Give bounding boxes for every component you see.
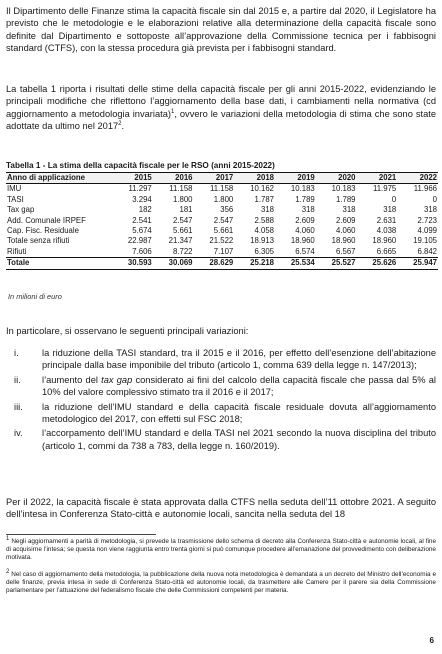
table-cell: 25.527 (316, 258, 357, 269)
fiscal-capacity-table (6, 172, 438, 270)
table-cell: 4.060 (335, 226, 356, 236)
table-cell: 4.058 (254, 226, 274, 236)
list-item-text: la riduzione dell’IMU standard e della capacità fiscale residuale dovuta all’aggiornamento metodologico del 2017, con effetti sul FSC 2018; (42, 401, 436, 425)
table-cell: 3.294 (132, 194, 152, 204)
table-cell: 6.665 (376, 246, 397, 256)
list-item-text: la riduzione della TASI standard, tra il 2015 e il 2016, per effetto dell’esenzione dell’abitazione principale dalla base imponibile del tributo (articolo 1, comma 639 della legge n. 147/2013); (42, 348, 436, 371)
footnote-number: 1 (6, 535, 10, 542)
table-row-cap-fisc-residuale (6, 226, 438, 236)
table-cell: 25.626 (357, 258, 398, 269)
list-item (6, 347, 436, 372)
table-cell: 28.629 (194, 258, 235, 269)
table-cell: 7.606 (132, 246, 152, 256)
list-item-number: i. (14, 348, 19, 358)
table-row-rifiuti (6, 247, 438, 258)
paragraph-table-description-part-b: , ovvero le variazioni della metodologia di stima che sono state adottate da ultimo nel 2017 (6, 108, 436, 132)
footnote-ref-2[interactable]: 2 (118, 121, 122, 128)
paragraph-table-description-part-c: . (121, 121, 125, 132)
table-cell: 6.567 (335, 246, 356, 256)
table-row-add-irpef (6, 216, 438, 226)
table-cell: 6.842 (417, 246, 437, 256)
table-cell: 6.305 (254, 246, 274, 256)
table-cell: 7.107 (213, 246, 234, 256)
table-cell: 18.960 (331, 236, 356, 246)
table-cell: 1.800 (213, 194, 234, 204)
list-item-text: l’accorpamento dell’IMU standard e della TASI nel 2021 secondo la nuova disciplina del tributo (articolo 1, commi da 738 a 783, della legge n. 160/2019). (42, 428, 436, 451)
table-cell: 25.218 (234, 258, 275, 269)
list-item-italic-term: tax gap (101, 374, 133, 385)
table-cell: 10.162 (250, 184, 274, 194)
table-cell: 5.674 (132, 226, 152, 236)
row-label: Add. Comunale IRPEF (7, 215, 86, 225)
table-header-year: 2017 (194, 173, 235, 184)
table-cell: 318 (342, 205, 356, 215)
table-header-year: 2019 (275, 173, 316, 184)
table-cell: 181 (179, 205, 193, 215)
table-cell: 2.547 (213, 215, 234, 225)
table-cell: 11.966 (413, 184, 437, 194)
table-header-year: 2020 (316, 173, 357, 184)
table-cell: 10.183 (331, 184, 356, 194)
paragraph-intro: Il Dipartimento delle Finanze stima la capacità fiscale sin dal 2015 e, a partire dal 2020, il Legislatore ha previsto che le metodologie e le elaborazioni relative alla determinazione della capacità fiscale sono definite dal Dipartimento e sottoposte all’approvazione della Commissione tecnica per i fabbisogni standard (CTFS), con la stessa procedura già prevista per i fabbisogni standard. (6, 6, 436, 54)
table-cell: 10.183 (290, 184, 315, 194)
table-cell: 19.105 (413, 236, 437, 246)
table-cell: 2.588 (254, 215, 274, 225)
table-cell: 21.522 (209, 236, 234, 246)
row-label: Rifiuti (7, 246, 27, 256)
table-cell: 2.547 (172, 215, 193, 225)
table-cell: 0 (432, 194, 437, 204)
table-header-row (6, 173, 438, 184)
table-cell: 2.609 (335, 215, 356, 225)
list-item (6, 374, 436, 399)
row-label: Totale senza rifiuti (7, 236, 70, 246)
variations-list (6, 347, 436, 454)
list-item-text: l’aumento del (42, 374, 102, 385)
table-row-tax-gap (6, 205, 438, 215)
table-cell: 2.609 (295, 215, 315, 225)
table-unit-note: In milioni di euro (8, 292, 62, 301)
table-cell: 5.661 (213, 226, 234, 236)
table-cell: 318 (383, 205, 397, 215)
table-cell: 18.960 (372, 236, 397, 246)
table-cell: 5.661 (172, 226, 193, 236)
list-item-number: iv. (14, 428, 23, 439)
paragraph-table-description (6, 83, 436, 133)
table-cell: 4.060 (295, 226, 315, 236)
list-item-number: ii. (14, 374, 21, 385)
table-header-year: 2015 (112, 173, 153, 184)
table-cell: 1.787 (254, 194, 274, 204)
footnote-text: Nel caso di aggiornamento della metodologia, la pubblicazione della nuova nota metodologica è demandata a un decreto del Ministro dell’economia e delle finanze, previa intesa in sede di Conferenza Stato-città ed autonomie locali, da trasmettere alle Camere per il parere sia della Commissione parlamentare per l’attuazione del federalismo fiscale che delle Commissioni competenti per materia. (6, 571, 437, 595)
table-cell: 2.723 (417, 215, 437, 225)
table-cell: 2.541 (132, 215, 152, 225)
table-cell: 0 (391, 194, 397, 204)
table-header-year: 2016 (153, 173, 194, 184)
row-label: Totale (6, 258, 112, 269)
table-cell: 2.631 (376, 215, 397, 225)
table-cell: 11.297 (128, 184, 152, 194)
table-header-year: 2021 (357, 173, 398, 184)
row-label: Cap. Fisc. Residuale (7, 226, 79, 236)
table-cell: 4.038 (376, 226, 397, 236)
table-row-totale (6, 258, 438, 269)
footnote-2 (6, 568, 437, 596)
paragraph-table-description-part-a: La tabella 1 riporta i risultati delle stime della capacità fiscale per gli anni 2015-2022, evidenziando le principali modifiche che riflettono l’aggiornamento della base dati, i cambiamenti nella normativa (cd aggiornamento a metodologia invariata) (6, 84, 436, 119)
table-cell: 22.987 (127, 236, 152, 246)
table-cell: 318 (301, 205, 315, 215)
table-cell: 25.534 (275, 258, 316, 269)
list-item-number: iii. (14, 401, 23, 412)
list-item (6, 401, 436, 426)
table-cell: 1.789 (335, 194, 356, 204)
table-cell: 30.069 (153, 258, 194, 269)
table-cell: 1.789 (295, 194, 315, 204)
table-cell: 11.975 (372, 184, 397, 194)
paragraph-2022-approval: Per il 2022, la capacità fiscale è stata approvata dalla CTFS nella seduta dell’11 ottobre 2021. A seguito dell’intesa in Conferenza Stato-città e autonomie locali, sancita nella seduta del 18 (6, 497, 436, 520)
list-item-text-continued: considerato ai fini del calcolo della capacità fiscale che passa dal 5% al 10% del valore complessivo stimato tra il 2016 e il 2017; (42, 374, 436, 398)
table-cell: 18.913 (250, 236, 274, 246)
footnote-text: Negli aggiornamenti a parità di metodologia, si prevede la trasmissione dello schema di decreto alla Conferenza Stato-città e autonomie locali, al fine di acquisirne l’intesa; se questa non viene raggiunta entro trenta giorni si può comunque procedere all’emanazione del provvedimento con deliberazione motivata. (6, 538, 437, 562)
table-cell: 8.722 (172, 246, 193, 256)
table-header-label: Anno di applicazione (6, 173, 112, 184)
row-label: Tax gap (7, 205, 35, 215)
footnote-separator (6, 534, 156, 535)
table-cell: 6.574 (295, 246, 315, 256)
table-row-tasi (6, 195, 438, 205)
row-label: IMU (7, 184, 22, 194)
footnote-number: 2 (6, 568, 10, 575)
table-cell: 182 (138, 205, 152, 215)
table-cell: 356 (220, 205, 234, 215)
table-cell: 11.158 (169, 184, 193, 194)
table-cell: 318 (423, 205, 437, 215)
table-cell: 4.099 (417, 226, 437, 236)
table-caption: Tabella 1 - La stima della capacità fiscale per le RSO (anni 2015-2022) (6, 161, 275, 170)
list-item (6, 427, 436, 452)
table-cell: 30.593 (112, 258, 153, 269)
footnote-1 (6, 535, 437, 563)
paragraph-variations-intro: In particolare, si osservano le seguenti principali variazioni: (6, 326, 249, 336)
table-cell: 21.347 (168, 236, 193, 246)
table-cell: 18.960 (290, 236, 315, 246)
table-cell: 1.800 (172, 194, 193, 204)
table-header-year: 2018 (234, 173, 275, 184)
table-row-totale-senza-rifiuti (6, 236, 438, 246)
table-header-year: 2022 (397, 173, 438, 184)
page-number: 6 (429, 636, 434, 645)
table-cell: 25.947 (397, 258, 438, 269)
table-cell: 11.158 (209, 184, 234, 194)
table-row-imu (6, 184, 438, 195)
table-cell: 318 (260, 205, 274, 215)
row-label: TASI (7, 194, 24, 204)
footnote-ref-1[interactable]: 1 (170, 108, 175, 115)
